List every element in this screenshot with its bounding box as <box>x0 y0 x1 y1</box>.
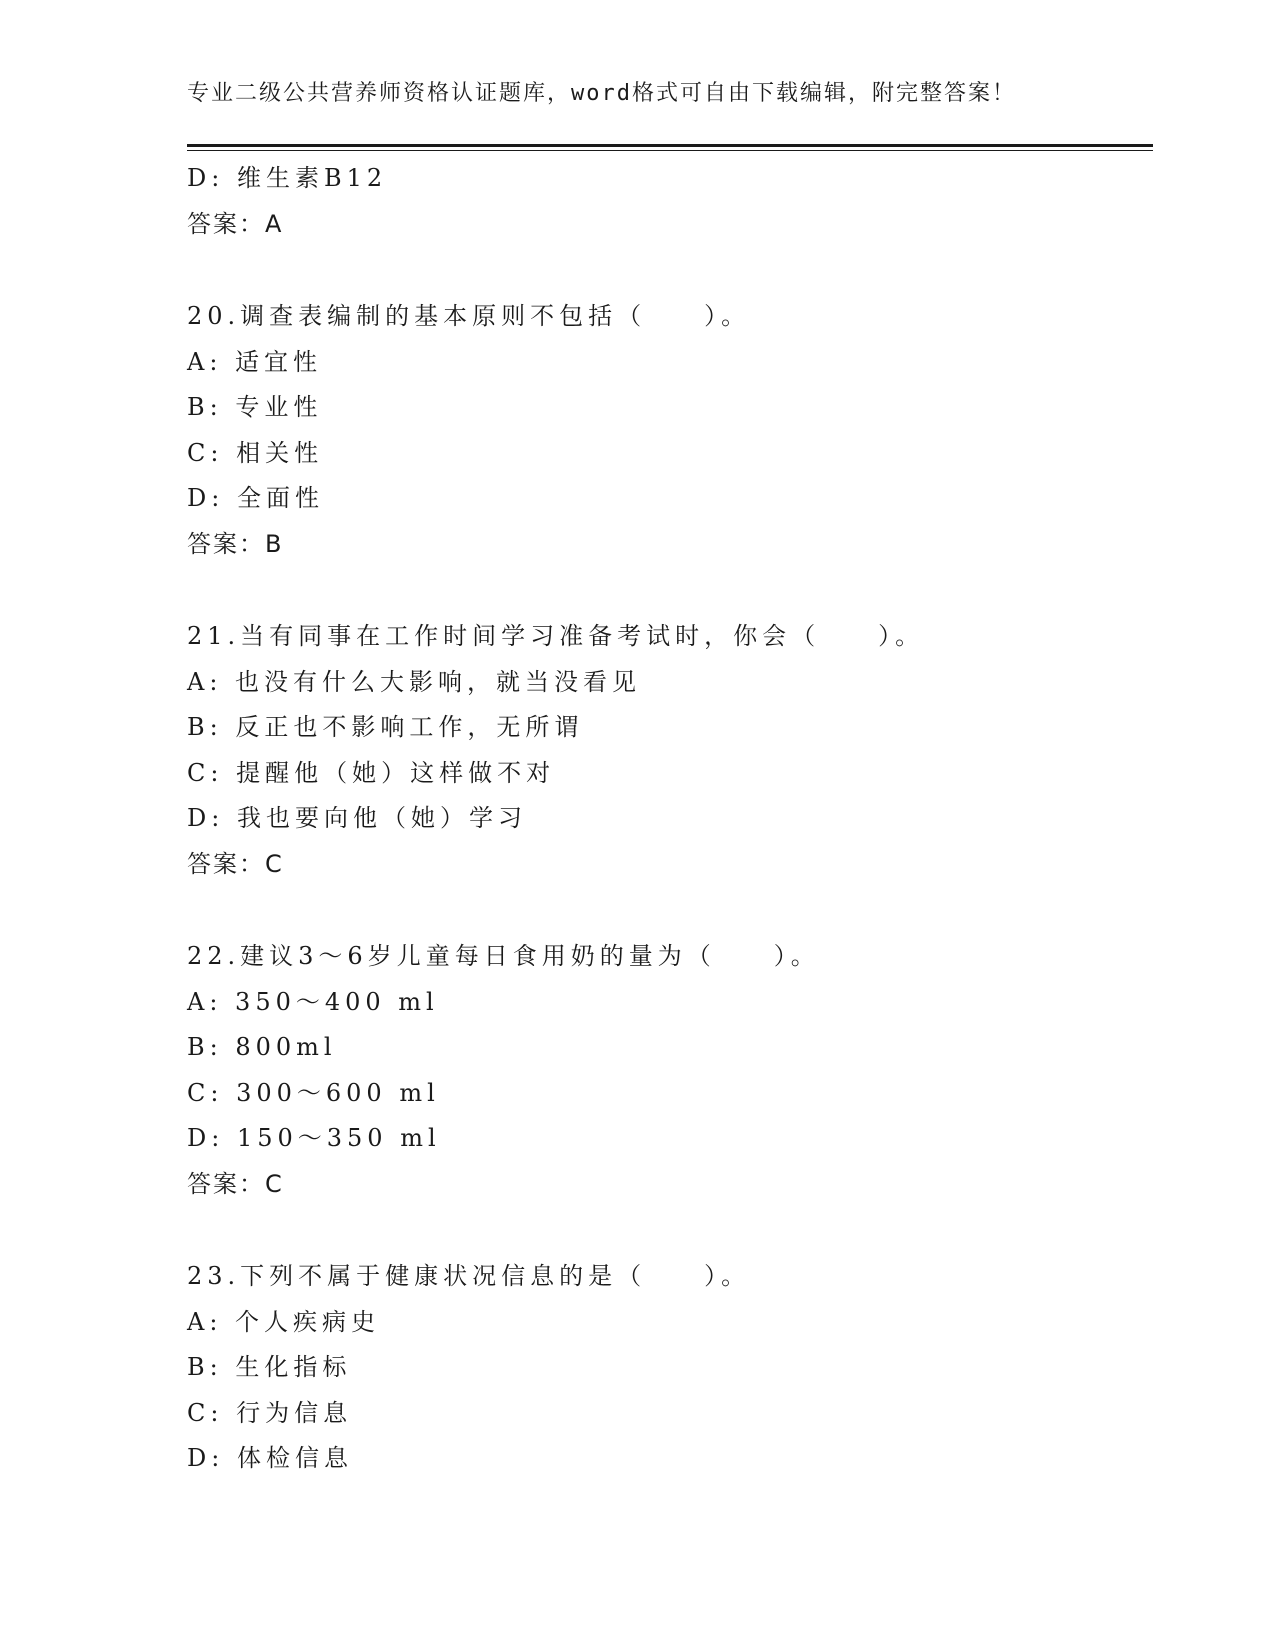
answer-line: 答案：A <box>187 209 284 238</box>
option-a: A: 也没有什么大影响，就当没看见 <box>187 667 642 696</box>
question-21 <box>187 614 1147 887</box>
question-23 <box>187 1254 1147 1482</box>
option-a: A: 适宜性 <box>187 347 323 376</box>
question-19-tail <box>187 156 1147 247</box>
question-list <box>187 156 1147 1482</box>
option-d: D: 全面性 <box>187 484 324 512</box>
option-a: A: 个人疾病史 <box>187 1307 381 1336</box>
option-b: B: 生化指标 <box>187 1353 352 1381</box>
question-stem: 20.调查表编制的基本原则不包括（ ）。 <box>187 302 751 330</box>
option-b: B: 800ml <box>187 1033 337 1061</box>
question-22 <box>187 934 1147 1207</box>
header-divider <box>187 144 1153 151</box>
answer-line: 答案：B <box>187 529 284 558</box>
answer-line: 答案：C <box>187 849 284 878</box>
option-b: B: 专业性 <box>187 393 323 421</box>
option-d: D: 维生素B12 <box>187 164 388 192</box>
option-d: D: 体检信息 <box>187 1444 353 1472</box>
option-c: C: 相关性 <box>187 438 324 467</box>
option-d: D: 我也要向他（她）学习 <box>187 804 527 832</box>
option-c: C: 行为信息 <box>187 1398 353 1427</box>
answer-line: 答案：C <box>187 1169 284 1198</box>
option-b: B: 反正也不影响工作，无所谓 <box>187 713 584 741</box>
option-d: D: 150～350 ml <box>187 1124 441 1152</box>
option-c: C: 300～600 ml <box>187 1078 440 1107</box>
question-stem: 21.当有同事在工作时间学习准备考试时，你会（ ）。 <box>187 622 925 650</box>
question-stem: 23.下列不属于健康状况信息的是（ ）。 <box>187 1262 751 1290</box>
question-20 <box>187 294 1147 567</box>
option-a: A: 350～400 ml <box>187 987 439 1016</box>
question-stem: 22.建议3～6岁儿童每日食用奶的量为（ ）。 <box>187 942 820 970</box>
option-c: C: 提醒他（她）这样做不对 <box>187 758 556 787</box>
page-header: 专业二级公共营养师资格认证题库，word格式可自由下载编辑，附完整答案！ <box>187 81 1016 106</box>
